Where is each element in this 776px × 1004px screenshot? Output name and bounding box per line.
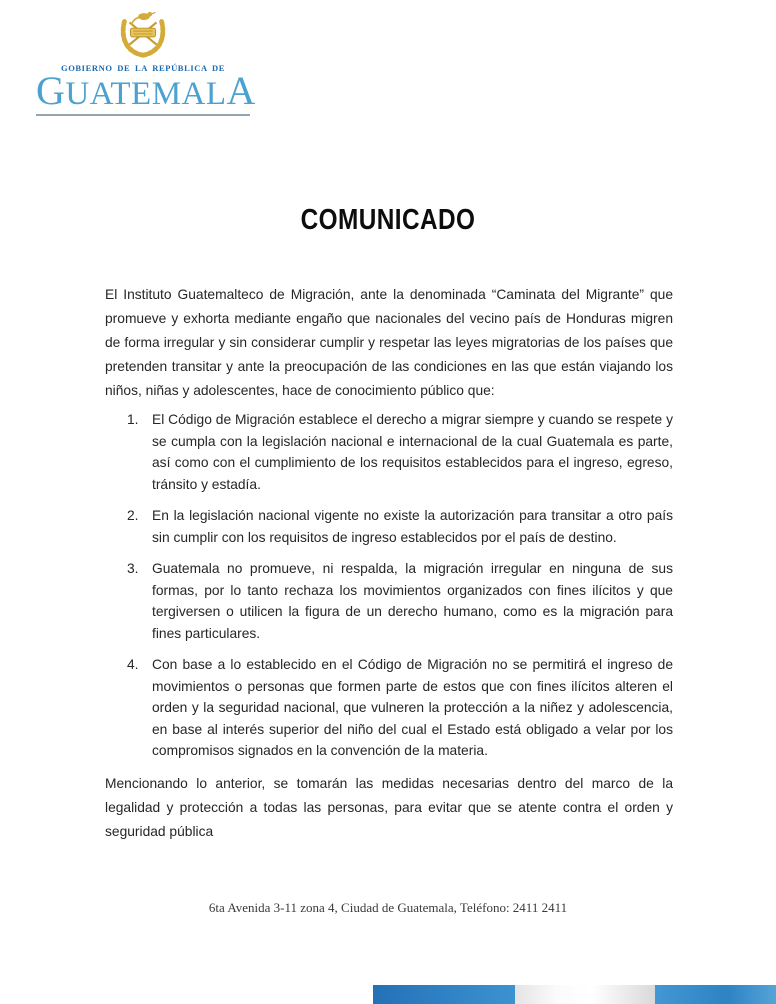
flag-bar-blue-right-segment (655, 985, 776, 1004)
guatemala-coat-of-arms-icon (114, 6, 172, 60)
flag-bar-blue-left-segment (373, 985, 515, 1004)
list-item-text: El Código de Migración establece el derecho a migrar siempre y cuando se respete y se cumpla con la legislación nacional e internacional de la cual Guatemala es parte, así como con el cumplimiento de los requisitos establecidos para el ingreso, egreso, tránsito y estadía. (152, 412, 673, 492)
flag-bar (373, 985, 776, 1004)
list-item-text: En la legislación nacional vigente no existe la autorización para transitar a otro país sin cumplir con los requisitos de ingreso establecidos por el país de destino. (152, 508, 673, 545)
list-item-number: 2. (127, 508, 139, 523)
logo-underline (36, 114, 250, 116)
list-item (105, 558, 673, 644)
logo-wordmark-last-letter: A (226, 68, 256, 113)
list-item-number: 1. (127, 412, 139, 427)
list-item-text: Guatemala no promueve, ni respalda, la migración irregular en ninguna de sus formas, por lo tanto rechaza los movimientos organizados con fines ilícitos y que tergiversen o utilicen la figura de un derecho humano, como es la migración para fines particulares. (152, 561, 673, 641)
communique-body (105, 283, 673, 844)
footer-address (0, 900, 776, 916)
list-item (105, 409, 673, 495)
list-item-number: 4. (127, 657, 139, 672)
list-item-text: Con base a lo establecido en el Código de Migración no se permitirá el ingreso de movimientos o personas que formen parte de estos que con fines ilícitos alteren el orden y la seguridad nacional, que vulneren la protección a la niñez y adolescencia, en base al interés superior del niño del cual el Estado está obligado a velar por los compromisos signados en la convención de la materia. (152, 657, 673, 758)
page-title-text: COMUNICADO (300, 204, 476, 236)
intro-paragraph: El Instituto Guatemalteco de Migración, ante la denominada “Caminata del Migrante” que promueve y exhorta mediante engaño que nacionales del vecino país de Honduras migren de forma irregular y sin considerar cumplir y respetar las leyes migratorias de los países que pretenden transitar y ante la preocupación de las condiciones en las que están viajando los niños, niñas y adolescentes, hace de conocimiento público que: (105, 287, 673, 398)
footer-address-text: 6ta Avenida 3-11 zona 4, Ciudad de Guatemala, Teléfono: 2411 2411 (208, 900, 568, 915)
page-title (0, 200, 776, 237)
list-item (105, 654, 673, 762)
list-item-number: 3. (127, 561, 139, 576)
closing-paragraph: Mencionando lo anterior, se tomarán las medidas necesarias dentro del marco de la legalidad y protección a todas las personas, para evitar que se atente contra el orden y seguridad pública (105, 775, 673, 839)
government-logo (36, 6, 256, 116)
logo-wordmark-first-letter: G (36, 68, 66, 113)
numbered-list (105, 409, 673, 762)
logo-wordmark-middle: UATEMAL (65, 76, 227, 112)
flag-bar-white-segment (515, 985, 655, 1004)
list-item (105, 505, 673, 548)
logo-government-line: GOBIERNO DE LA REPÚBLICA DE (60, 63, 225, 73)
